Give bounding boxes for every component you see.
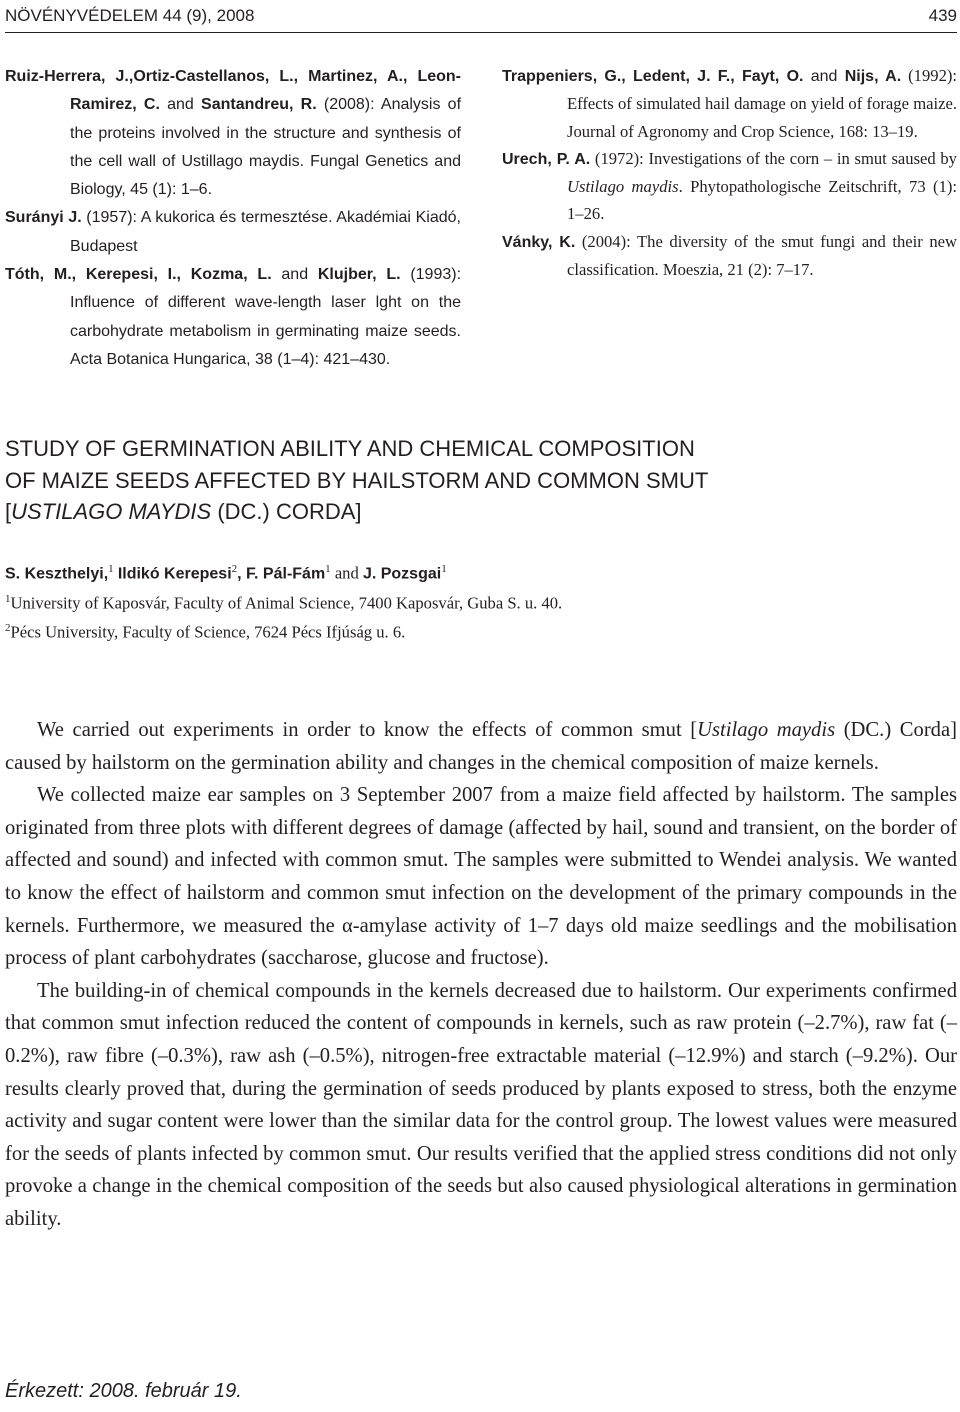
reference-entry	[5, 203, 461, 260]
abstract	[5, 714, 957, 1236]
article-title	[5, 433, 955, 528]
ref-authors: Klujber, L.	[317, 266, 401, 284]
abstract-paragraph	[5, 714, 957, 779]
ref-authors: Ruiz-Herrera, J.,Ortiz-Castellanos, L., Martinez, A., Leon-Ramirez, C.	[5, 68, 461, 114]
affiliation	[5, 593, 562, 614]
abstract-text: (DC.) Corda] caused by hailstorm on the germination ability and changes in the chemical composition of maize kernels.	[5, 719, 957, 774]
ref-authors: Nijs, A.	[844, 68, 902, 85]
author-name: F. Pál-Fám	[246, 565, 326, 583]
title-line: OF MAIZE SEEDS AFFECTED BY HAILSTORM AND COMMON SMUT	[5, 467, 709, 493]
author-name: Ildikó Kerepesi	[117, 565, 232, 583]
reference-entry	[5, 260, 461, 373]
ref-authors: Santandreu, R.	[201, 96, 317, 114]
ref-text: (1992): Effects of simulated hail damage on yield of forage maize. Journal of Agronomy and Crop Science, 168: 13–19.	[567, 66, 958, 141]
abstract-italic-species: Ustilago maydis	[697, 719, 836, 741]
author-affiliation-mark: 1	[441, 563, 447, 575]
ref-text: (1957): A kukorica és termesztése. Akadémiai Kiadó, Budapest	[70, 209, 461, 255]
reference-entry	[5, 62, 461, 203]
abstract-text: We carried out experiments in order to know the effects of common smut [	[37, 719, 698, 741]
ref-and: and	[271, 266, 318, 284]
ref-and: and	[159, 96, 202, 114]
ref-and: and	[803, 68, 845, 85]
ref-text: (2008): Analysis of the proteins involved in the structure and synthesis of the cell wall of Ustillago maydis. Fungal Genetics and Biology, 45 (1): 1–6.	[70, 96, 462, 199]
references-right-column	[502, 62, 957, 283]
reference-entry	[502, 62, 957, 145]
ref-text: (2004): The diversity of the smut fungi and their new classification. Moeszia, 21 (2): 7–17.	[567, 231, 958, 280]
ref-text: . Phytopathologische Zeitschrift, 73 (1): 1–26.	[567, 177, 958, 224]
reference-entry	[502, 228, 957, 284]
page-number: 439	[928, 6, 957, 25]
author-and: and	[330, 563, 363, 583]
ref-authors: Tóth, M., Kerepesi, I., Kozma, L.	[5, 266, 272, 284]
ref-authors: Trappeniers, G., Ledent, J. F., Fayt, O.	[502, 68, 804, 85]
references-left-column	[5, 62, 461, 373]
author-affiliation-mark: 2	[231, 563, 238, 575]
affiliation-text: Pécs University, Faculty of Science, 7624 Pécs Ifjúság u. 6.	[10, 622, 406, 642]
received-date: Érkezett: 2008. február 19.	[5, 1380, 242, 1402]
reference-entry	[502, 145, 957, 228]
author-list	[5, 563, 447, 584]
journal-citation: NÖVÉNYVÉDELEM 44 (9), 2008	[5, 6, 255, 25]
affiliation	[5, 622, 405, 643]
affiliation-text: University of Kaposvár, Faculty of Animal Science, 7400 Kaposvár, Guba S. u. 40.	[10, 593, 563, 613]
ref-authors: Surányi J.	[5, 209, 82, 227]
affiliation-mark: 2	[5, 622, 11, 634]
author-separator: ,	[237, 565, 247, 583]
ref-authors: Urech, P. A.	[502, 150, 591, 168]
ref-italic-species: Ustilago maydis	[567, 177, 679, 197]
abstract-paragraph: The building-in of chemical compounds in the kernels decreased due to hailstorm. Our experiments confirmed that common smut infection reduced the content of compounds in kernels, such as raw protein (–2.7%), raw fat (–0.2%), raw fibre (–0.3%), raw ash (–0.5%), nitrogen-free extractable material (–12.9%) and starch (–9.2%). Our results clearly proved that, during the germination of seeds produced by plants exposed to stress, both the enzyme activity and sugar content were lower than the similar data for the control group. The lowest values were measured for the seeds of plants infected by common smut. Our results verified that the applied stress conditions did not only provoke a change in the chemical composition of the seeds but also caused physiological alterations in germination ability.	[5, 979, 957, 1230]
ref-authors: Vánky, K.	[502, 233, 576, 251]
ref-text: (1972): Investigations of the corn – in smut saused by	[590, 148, 957, 168]
author-name: J. Pozsgai	[362, 565, 442, 583]
abstract-paragraph: We collected maize ear samples on 3 September 2007 from a maize field affected by hailstorm. The samples originated from three plots with different degrees of damage (affected by hail, sound and transient, on the border of affected and sound) and infected with common smut. The samples were submitted to Wendei analysis. We wanted to know the effect of hailstorm and common smut infection on the development of the primary compounds in the kernels. Furthermore, we measured the α-amylase activity of 1–7 days old maize seedlings and the mobilisation process of plant carbohydrates (saccharose, glucose and fructose).	[5, 784, 957, 970]
title-italic-species: USTILAGO MAYDIS	[11, 499, 212, 524]
title-line: [	[5, 499, 12, 524]
title-line: STUDY OF GERMINATION ABILITY AND CHEMICAL COMPOSITION	[5, 436, 695, 461]
running-header	[5, 4, 957, 33]
author-affiliation-mark: 1	[108, 563, 114, 575]
affiliation-mark: 1	[5, 593, 11, 605]
ref-text: (1993): Influence of different wave-length laser lght on the carbohydrate metabolism in germinating maize seeds. Acta Botanica Hungarica, 38 (1–4): 421–430.	[70, 266, 462, 368]
author-name: S. Keszthelyi,	[5, 565, 109, 583]
title-line: (DC.) CORDA]	[211, 499, 362, 524]
author-affiliation-mark: 1	[325, 563, 331, 575]
